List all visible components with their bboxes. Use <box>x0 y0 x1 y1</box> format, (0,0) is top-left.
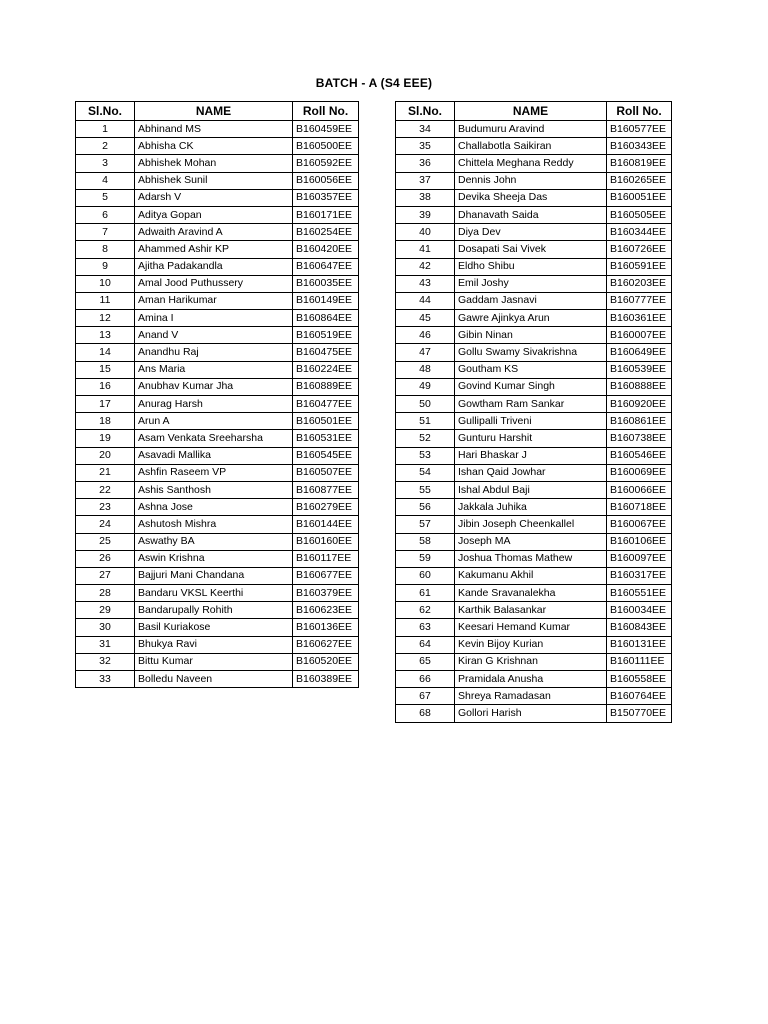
table-row <box>76 585 359 602</box>
cell-roll-no: B160764EE <box>607 688 672 705</box>
cell-roll-no: B160819EE <box>607 155 672 172</box>
cell-student-name: Joseph MA <box>455 533 607 550</box>
table-row <box>396 155 672 172</box>
table-row <box>396 602 672 619</box>
cell-roll-no: B160420EE <box>293 241 359 258</box>
document-title: BATCH - A (S4 EEE) <box>315 76 433 90</box>
cell-roll-no: B160357EE <box>293 189 359 206</box>
student-table-right <box>395 101 672 723</box>
cell-sl-no: 48 <box>396 361 455 378</box>
cell-roll-no: B160877EE <box>293 481 359 498</box>
cell-sl-no: 4 <box>76 172 135 189</box>
cell-student-name: Bhukya Ravi <box>135 636 293 653</box>
cell-student-name: Dennis John <box>455 172 607 189</box>
cell-sl-no: 44 <box>396 292 455 309</box>
cell-student-name: Kevin Bijoy Kurian <box>455 636 607 653</box>
cell-sl-no: 39 <box>396 206 455 223</box>
cell-sl-no: 33 <box>76 671 135 688</box>
cell-sl-no: 27 <box>76 567 135 584</box>
cell-sl-no: 65 <box>396 653 455 670</box>
cell-roll-no: B160726EE <box>607 241 672 258</box>
cell-student-name: Abhinand MS <box>135 121 293 138</box>
cell-roll-no: B160647EE <box>293 258 359 275</box>
cell-sl-no: 36 <box>396 155 455 172</box>
cell-student-name: Keesari Hemand Kumar <box>455 619 607 636</box>
table-row <box>76 361 359 378</box>
table-row <box>396 310 672 327</box>
cell-student-name: Shreya Ramadasan <box>455 688 607 705</box>
cell-sl-no: 40 <box>396 224 455 241</box>
cell-sl-no: 55 <box>396 481 455 498</box>
cell-student-name: Chittela Meghana Reddy <box>455 155 607 172</box>
table-row <box>396 619 672 636</box>
cell-roll-no: B160500EE <box>293 138 359 155</box>
column-header-name: NAME <box>135 102 293 121</box>
student-table-left <box>75 101 359 688</box>
cell-sl-no: 37 <box>396 172 455 189</box>
cell-sl-no: 42 <box>396 258 455 275</box>
cell-student-name: Ashutosh Mishra <box>135 516 293 533</box>
cell-sl-no: 45 <box>396 310 455 327</box>
cell-roll-no: B160136EE <box>293 619 359 636</box>
cell-student-name: Adwaith Aravind A <box>135 224 293 241</box>
cell-student-name: Budumuru Aravind <box>455 121 607 138</box>
cell-roll-no: B160111EE <box>607 653 672 670</box>
cell-roll-no: B160265EE <box>607 172 672 189</box>
cell-student-name: Jibin Joseph Cheenkallel <box>455 516 607 533</box>
cell-student-name: Eldho Shibu <box>455 258 607 275</box>
table-row <box>76 447 359 464</box>
table-row <box>76 378 359 395</box>
column-header-roll-no: Roll No. <box>607 102 672 121</box>
table-row <box>396 396 672 413</box>
cell-roll-no: B160545EE <box>293 447 359 464</box>
cell-sl-no: 38 <box>396 189 455 206</box>
cell-sl-no: 15 <box>76 361 135 378</box>
cell-student-name: Bittu Kumar <box>135 653 293 670</box>
cell-sl-no: 63 <box>396 619 455 636</box>
table-row <box>396 138 672 155</box>
cell-sl-no: 66 <box>396 671 455 688</box>
cell-roll-no: B160066EE <box>607 481 672 498</box>
cell-sl-no: 62 <box>396 602 455 619</box>
cell-sl-no: 43 <box>396 275 455 292</box>
cell-student-name: Karthik Balasankar <box>455 602 607 619</box>
cell-sl-no: 14 <box>76 344 135 361</box>
cell-student-name: Arun A <box>135 413 293 430</box>
table-row <box>76 619 359 636</box>
table-row <box>76 292 359 309</box>
cell-roll-no: B160459EE <box>293 121 359 138</box>
table-row <box>76 189 359 206</box>
cell-student-name: Ashfin Raseem VP <box>135 464 293 481</box>
cell-sl-no: 53 <box>396 447 455 464</box>
cell-roll-no: B160546EE <box>607 447 672 464</box>
cell-roll-no: B160149EE <box>293 292 359 309</box>
cell-student-name: Goutham KS <box>455 361 607 378</box>
cell-student-name: Gollori Harish <box>455 705 607 722</box>
table-header-row <box>76 102 359 121</box>
table-row <box>396 567 672 584</box>
cell-roll-no: B150770EE <box>607 705 672 722</box>
cell-student-name: Gawre Ajinkya Arun <box>455 310 607 327</box>
table-row <box>396 636 672 653</box>
cell-roll-no: B160475EE <box>293 344 359 361</box>
cell-roll-no: B160067EE <box>607 516 672 533</box>
cell-student-name: Bandaru VKSL Keerthi <box>135 585 293 602</box>
table-row <box>396 447 672 464</box>
table-row <box>396 499 672 516</box>
cell-roll-no: B160888EE <box>607 378 672 395</box>
cell-sl-no: 50 <box>396 396 455 413</box>
cell-sl-no: 21 <box>76 464 135 481</box>
table-row <box>396 327 672 344</box>
cell-student-name: Ishan Qaid Jowhar <box>455 464 607 481</box>
column-header-sl-no: Sl.No. <box>76 102 135 121</box>
table-row <box>396 550 672 567</box>
cell-sl-no: 22 <box>76 481 135 498</box>
column-header-name: NAME <box>455 102 607 121</box>
table-row <box>396 413 672 430</box>
table-row <box>396 121 672 138</box>
cell-roll-no: B160592EE <box>293 155 359 172</box>
column-header-sl-no: Sl.No. <box>396 102 455 121</box>
cell-sl-no: 56 <box>396 499 455 516</box>
table-row <box>76 516 359 533</box>
cell-sl-no: 32 <box>76 653 135 670</box>
cell-student-name: Asavadi Mallika <box>135 447 293 464</box>
cell-roll-no: B160738EE <box>607 430 672 447</box>
cell-student-name: Ishal Abdul Baji <box>455 481 607 498</box>
cell-sl-no: 68 <box>396 705 455 722</box>
cell-student-name: Jakkala Juhika <box>455 499 607 516</box>
cell-roll-no: B160718EE <box>607 499 672 516</box>
table-row <box>396 361 672 378</box>
table-row <box>396 344 672 361</box>
cell-sl-no: 5 <box>76 189 135 206</box>
cell-student-name: Emil Joshy <box>455 275 607 292</box>
table-row <box>396 671 672 688</box>
table-row <box>396 241 672 258</box>
cell-sl-no: 8 <box>76 241 135 258</box>
cell-roll-no: B160519EE <box>293 327 359 344</box>
cell-roll-no: B160069EE <box>607 464 672 481</box>
table-row <box>76 671 359 688</box>
table-row <box>396 172 672 189</box>
cell-roll-no: B160920EE <box>607 396 672 413</box>
cell-student-name: Gunturu Harshit <box>455 430 607 447</box>
cell-roll-no: B160577EE <box>607 121 672 138</box>
table-row <box>76 155 359 172</box>
cell-sl-no: 24 <box>76 516 135 533</box>
cell-roll-no: B160864EE <box>293 310 359 327</box>
cell-roll-no: B160279EE <box>293 499 359 516</box>
cell-sl-no: 31 <box>76 636 135 653</box>
cell-student-name: Joshua Thomas Mathew <box>455 550 607 567</box>
cell-student-name: Gollu Swamy Sivakrishna <box>455 344 607 361</box>
cell-student-name: Kakumanu Akhil <box>455 567 607 584</box>
table-row <box>76 653 359 670</box>
cell-roll-no: B160097EE <box>607 550 672 567</box>
cell-student-name: Gaddam Jasnavi <box>455 292 607 309</box>
cell-student-name: Abhishek Mohan <box>135 155 293 172</box>
cell-student-name: Ashna Jose <box>135 499 293 516</box>
cell-roll-no: B160106EE <box>607 533 672 550</box>
cell-student-name: Anurag Harsh <box>135 396 293 413</box>
table-row <box>396 275 672 292</box>
cell-roll-no: B160551EE <box>607 585 672 602</box>
cell-student-name: Ashis Santhosh <box>135 481 293 498</box>
table-row <box>76 138 359 155</box>
table-row <box>396 688 672 705</box>
cell-roll-no: B160051EE <box>607 189 672 206</box>
table-row <box>396 378 672 395</box>
cell-roll-no: B160501EE <box>293 413 359 430</box>
table-row <box>76 533 359 550</box>
cell-roll-no: B160361EE <box>607 310 672 327</box>
cell-sl-no: 10 <box>76 275 135 292</box>
cell-roll-no: B160379EE <box>293 585 359 602</box>
table-row <box>396 481 672 498</box>
cell-sl-no: 20 <box>76 447 135 464</box>
cell-student-name: Challabotla Saikiran <box>455 138 607 155</box>
cell-sl-no: 18 <box>76 413 135 430</box>
cell-sl-no: 17 <box>76 396 135 413</box>
cell-sl-no: 28 <box>76 585 135 602</box>
cell-student-name: Aswathy BA <box>135 533 293 550</box>
table-row <box>76 344 359 361</box>
table-row <box>396 516 672 533</box>
cell-sl-no: 34 <box>396 121 455 138</box>
cell-roll-no: B160649EE <box>607 344 672 361</box>
cell-roll-no: B160344EE <box>607 224 672 241</box>
cell-student-name: Kande Sravanalekha <box>455 585 607 602</box>
cell-sl-no: 49 <box>396 378 455 395</box>
table-row <box>396 206 672 223</box>
table-row <box>396 705 672 722</box>
cell-roll-no: B160477EE <box>293 396 359 413</box>
cell-roll-no: B160505EE <box>607 206 672 223</box>
cell-student-name: Anand V <box>135 327 293 344</box>
cell-sl-no: 29 <box>76 602 135 619</box>
cell-sl-no: 26 <box>76 550 135 567</box>
table-row <box>396 585 672 602</box>
cell-sl-no: 11 <box>76 292 135 309</box>
cell-student-name: Pramidala Anusha <box>455 671 607 688</box>
cell-roll-no: B160160EE <box>293 533 359 550</box>
cell-sl-no: 6 <box>76 206 135 223</box>
cell-sl-no: 67 <box>396 688 455 705</box>
table-row <box>76 550 359 567</box>
cell-sl-no: 3 <box>76 155 135 172</box>
cell-roll-no: B160861EE <box>607 413 672 430</box>
cell-roll-no: B160677EE <box>293 567 359 584</box>
cell-student-name: Hari Bhaskar J <box>455 447 607 464</box>
cell-student-name: Ans Maria <box>135 361 293 378</box>
cell-roll-no: B160056EE <box>293 172 359 189</box>
cell-roll-no: B160507EE <box>293 464 359 481</box>
cell-student-name: Adarsh V <box>135 189 293 206</box>
cell-student-name: Asam Venkata Sreeharsha <box>135 430 293 447</box>
cell-student-name: Gibin Ninan <box>455 327 607 344</box>
cell-sl-no: 46 <box>396 327 455 344</box>
cell-roll-no: B160843EE <box>607 619 672 636</box>
cell-roll-no: B160558EE <box>607 671 672 688</box>
cell-student-name: Amal Jood Puthussery <box>135 275 293 292</box>
table-row <box>396 258 672 275</box>
cell-sl-no: 61 <box>396 585 455 602</box>
cell-roll-no: B160777EE <box>607 292 672 309</box>
cell-student-name: Kiran G Krishnan <box>455 653 607 670</box>
cell-sl-no: 35 <box>396 138 455 155</box>
table-row <box>76 258 359 275</box>
cell-student-name: Bajjuri Mani Chandana <box>135 567 293 584</box>
cell-student-name: Ahammed Ashir KP <box>135 241 293 258</box>
cell-student-name: Govind Kumar Singh <box>455 378 607 395</box>
cell-roll-no: B160144EE <box>293 516 359 533</box>
cell-roll-no: B160889EE <box>293 378 359 395</box>
cell-sl-no: 58 <box>396 533 455 550</box>
table-row <box>396 292 672 309</box>
cell-sl-no: 59 <box>396 550 455 567</box>
cell-roll-no: B160627EE <box>293 636 359 653</box>
cell-roll-no: B160254EE <box>293 224 359 241</box>
cell-student-name: Devika Sheeja Das <box>455 189 607 206</box>
cell-roll-no: B160007EE <box>607 327 672 344</box>
cell-sl-no: 1 <box>76 121 135 138</box>
cell-student-name: Dhanavath Saida <box>455 206 607 223</box>
cell-student-name: Bandarupally Rohith <box>135 602 293 619</box>
cell-sl-no: 51 <box>396 413 455 430</box>
cell-roll-no: B160389EE <box>293 671 359 688</box>
cell-student-name: Amina I <box>135 310 293 327</box>
table-row <box>76 327 359 344</box>
cell-roll-no: B160203EE <box>607 275 672 292</box>
table-row <box>76 430 359 447</box>
table-row <box>76 206 359 223</box>
cell-roll-no: B160131EE <box>607 636 672 653</box>
cell-student-name: Basil Kuriakose <box>135 619 293 636</box>
cell-sl-no: 60 <box>396 567 455 584</box>
cell-roll-no: B160035EE <box>293 275 359 292</box>
cell-sl-no: 7 <box>76 224 135 241</box>
cell-roll-no: B160531EE <box>293 430 359 447</box>
cell-sl-no: 16 <box>76 378 135 395</box>
cell-sl-no: 23 <box>76 499 135 516</box>
table-row <box>76 396 359 413</box>
cell-roll-no: B160224EE <box>293 361 359 378</box>
cell-roll-no: B160343EE <box>607 138 672 155</box>
table-row <box>76 275 359 292</box>
table-row <box>76 241 359 258</box>
cell-roll-no: B160317EE <box>607 567 672 584</box>
table-row <box>76 121 359 138</box>
cell-sl-no: 12 <box>76 310 135 327</box>
table-row <box>76 636 359 653</box>
cell-student-name: Ajitha Padakandla <box>135 258 293 275</box>
cell-roll-no: B160171EE <box>293 206 359 223</box>
cell-sl-no: 52 <box>396 430 455 447</box>
cell-roll-no: B160623EE <box>293 602 359 619</box>
table-row <box>396 430 672 447</box>
cell-sl-no: 9 <box>76 258 135 275</box>
table-row <box>76 481 359 498</box>
table-row <box>76 464 359 481</box>
cell-sl-no: 25 <box>76 533 135 550</box>
table-header-row <box>396 102 672 121</box>
table-row <box>396 533 672 550</box>
cell-sl-no: 13 <box>76 327 135 344</box>
cell-student-name: Gullipalli Triveni <box>455 413 607 430</box>
cell-sl-no: 54 <box>396 464 455 481</box>
column-header-roll-no: Roll No. <box>293 102 359 121</box>
table-row <box>396 653 672 670</box>
cell-student-name: Bolledu Naveen <box>135 671 293 688</box>
cell-student-name: Diya Dev <box>455 224 607 241</box>
cell-student-name: Dosapati Sai Vivek <box>455 241 607 258</box>
cell-sl-no: 64 <box>396 636 455 653</box>
cell-sl-no: 41 <box>396 241 455 258</box>
table-row <box>76 602 359 619</box>
cell-student-name: Abhisha CK <box>135 138 293 155</box>
cell-student-name: Abhishek Sunil <box>135 172 293 189</box>
table-row <box>76 499 359 516</box>
cell-student-name: Aditya Gopan <box>135 206 293 223</box>
table-row <box>76 310 359 327</box>
table-row <box>76 567 359 584</box>
cell-sl-no: 2 <box>76 138 135 155</box>
table-row <box>76 413 359 430</box>
table-row <box>76 224 359 241</box>
cell-student-name: Anubhav Kumar Jha <box>135 378 293 395</box>
table-row <box>76 172 359 189</box>
cell-student-name: Anandhu Raj <box>135 344 293 361</box>
cell-sl-no: 19 <box>76 430 135 447</box>
cell-roll-no: B160591EE <box>607 258 672 275</box>
cell-roll-no: B160539EE <box>607 361 672 378</box>
cell-sl-no: 47 <box>396 344 455 361</box>
table-row <box>396 189 672 206</box>
cell-sl-no: 57 <box>396 516 455 533</box>
table-row <box>396 224 672 241</box>
cell-roll-no: B160520EE <box>293 653 359 670</box>
cell-student-name: Aman Harikumar <box>135 292 293 309</box>
cell-student-name: Aswin Krishna <box>135 550 293 567</box>
cell-student-name: Gowtham Ram Sankar <box>455 396 607 413</box>
table-row <box>396 464 672 481</box>
cell-roll-no: B160034EE <box>607 602 672 619</box>
cell-sl-no: 30 <box>76 619 135 636</box>
cell-roll-no: B160117EE <box>293 550 359 567</box>
